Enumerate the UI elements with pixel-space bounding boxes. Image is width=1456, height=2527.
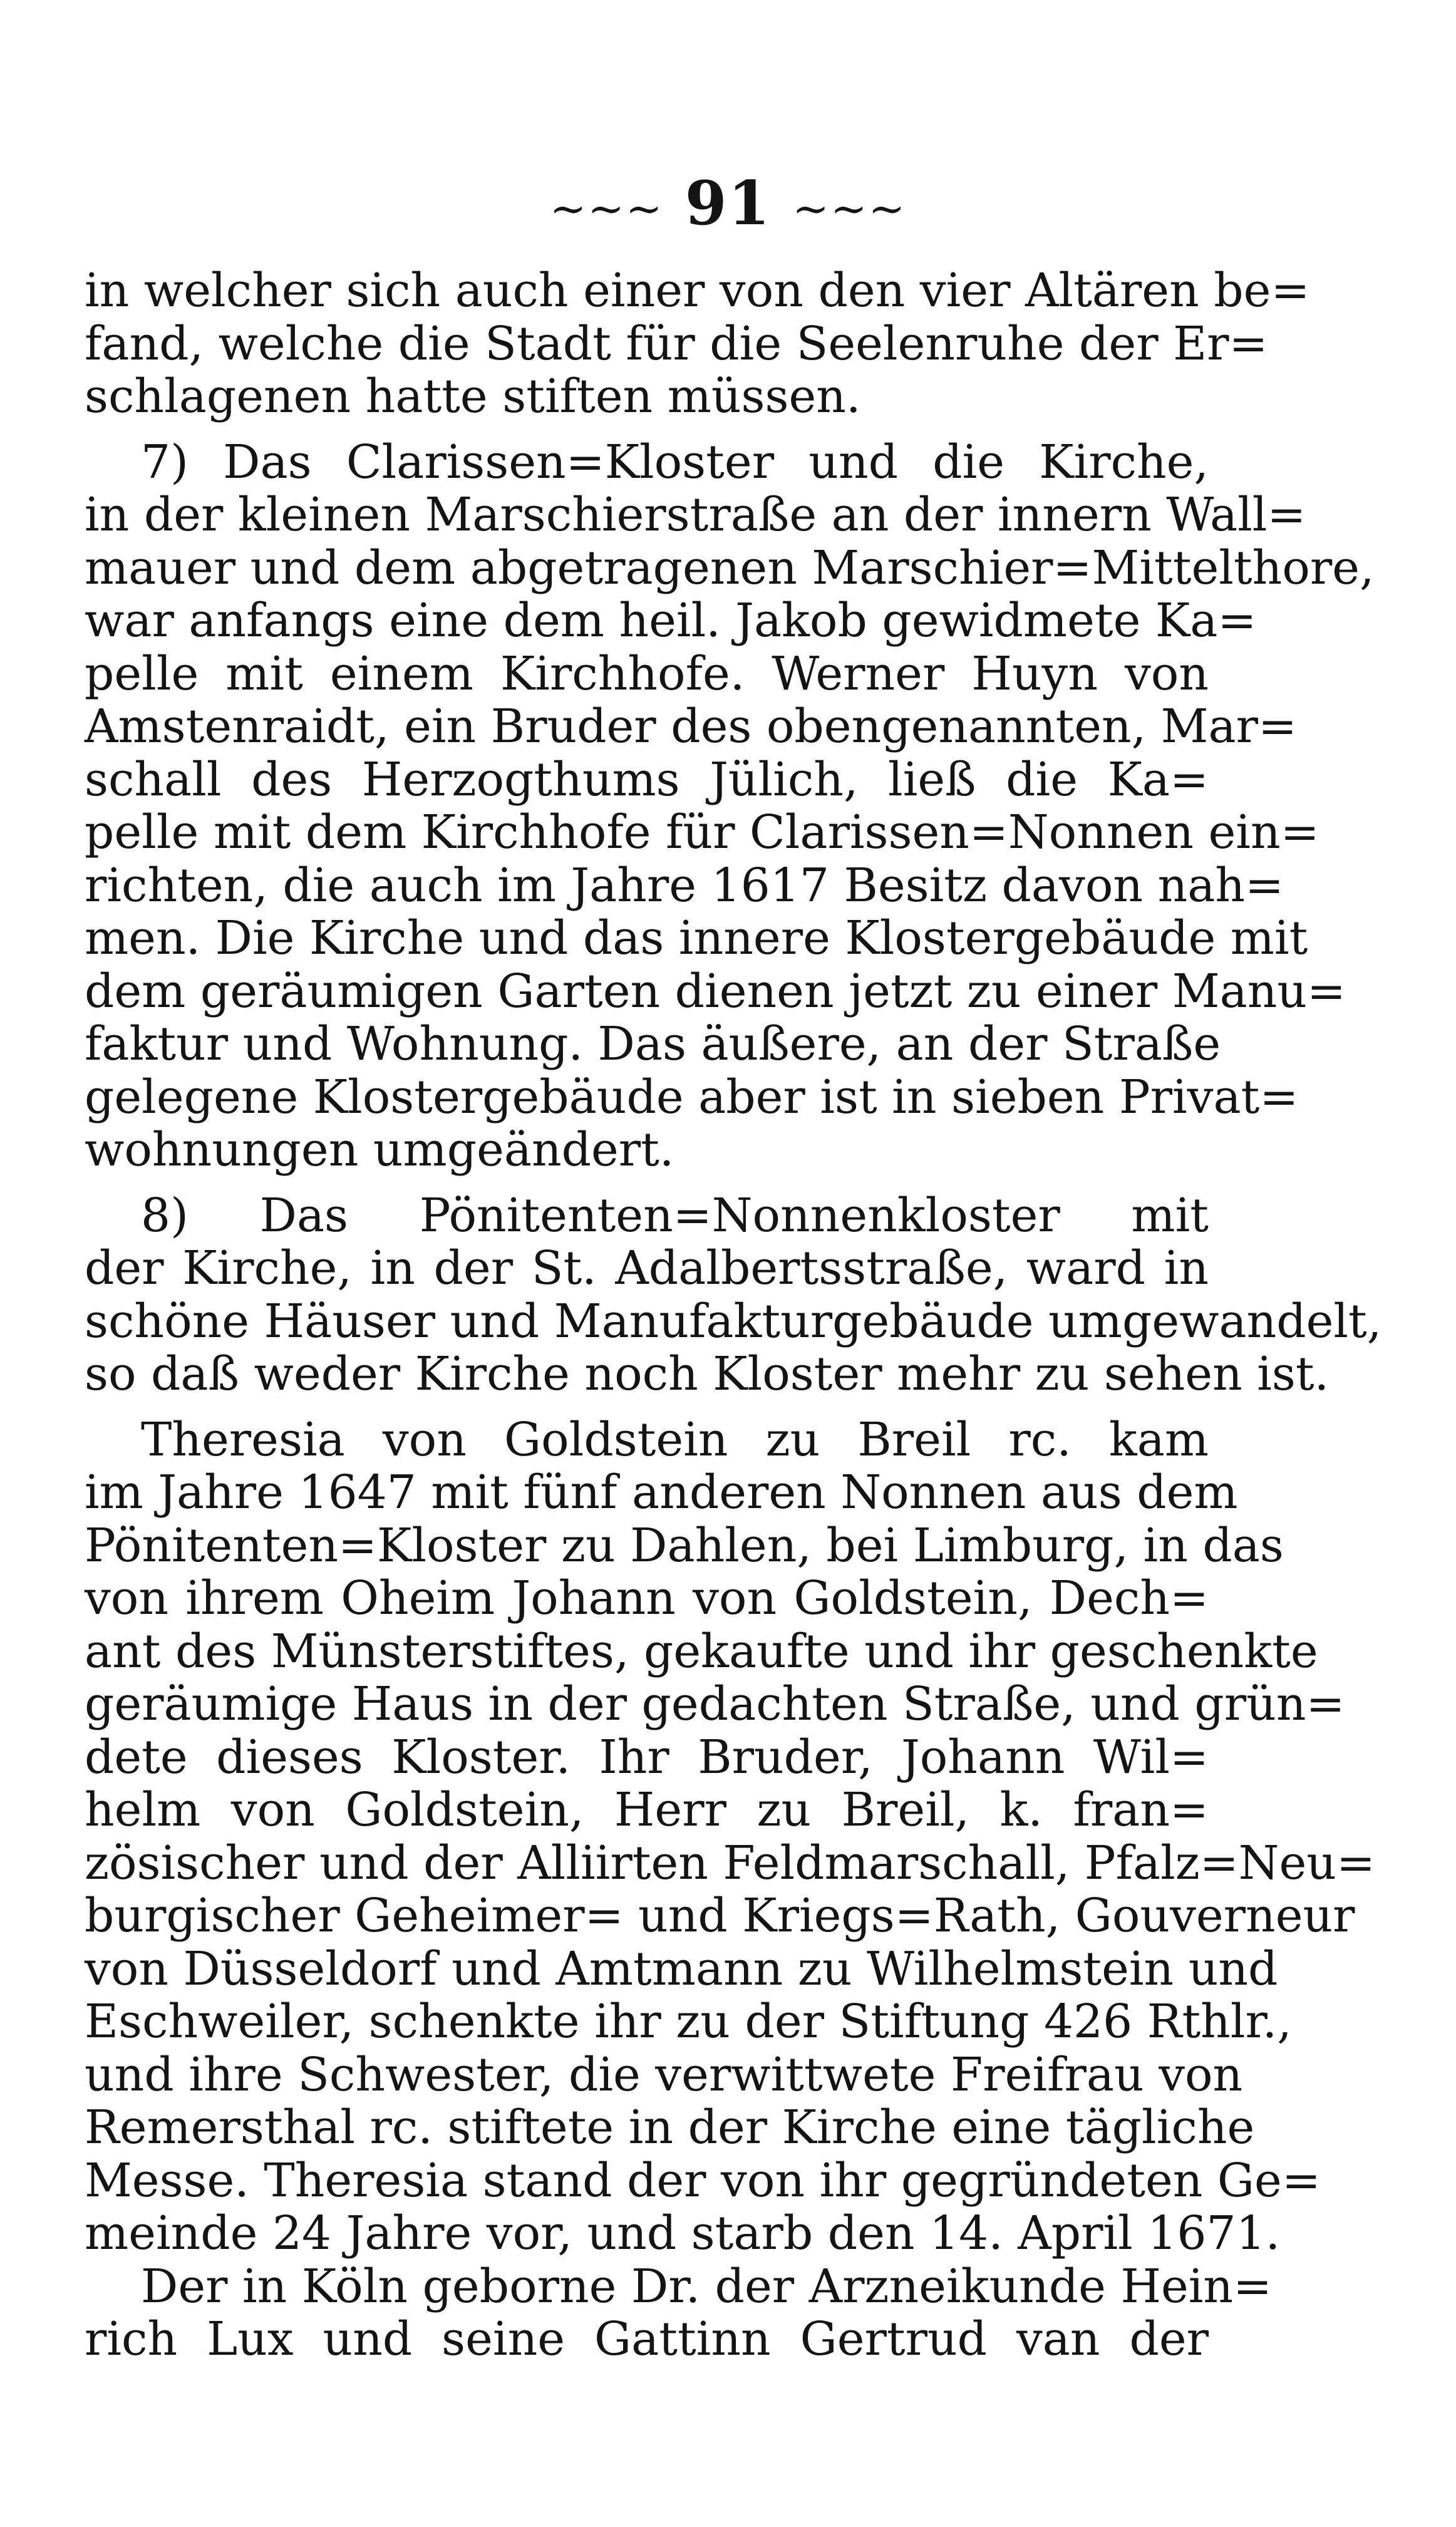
text-line: faktur und Wohnung. Das äußere, an der Straße <box>85 1017 1221 1071</box>
text-line: meinde 24 Jahre vor, und starb den 14. April 1671. <box>85 2206 1281 2260</box>
text-line: Eschweiler, schenkte ihr zu der Stiftung 426 Rthlr., <box>85 1995 1292 2049</box>
text-line: schöne Häuser und Manufakturgebäude umgewandelt, <box>85 1294 1382 1348</box>
text-line: in der kleinen Marschierstraße an der innern Wall= <box>85 488 1306 542</box>
text-line: so daß weder Kirche noch Kloster mehr zu sehen ist. <box>85 1347 1330 1401</box>
text-line: 7) Das Clarissen=Kloster und die Kirche, <box>141 435 1209 489</box>
ornament-right: ~~~ <box>792 183 907 235</box>
text-line: war anfangs eine dem heil. Jakob gewidmete Ka= <box>85 594 1257 648</box>
text-line: wohnungen umgeändert. <box>85 1123 674 1177</box>
text-line: zösischer und der Alliirten Feldmarschall, Pfalz=Neu= <box>85 1836 1375 1890</box>
text-line: men. Die Kirche und das innere Klostergebäude mit <box>85 911 1308 965</box>
text-line: und ihre Schwester, die verwittwete Freifrau von <box>85 2047 1243 2102</box>
text-line: Messe. Theresia stand der von ihr gegründeten Ge= <box>85 2153 1321 2208</box>
page-number: 91 <box>684 168 772 239</box>
text-line: helm von Goldstein, Herr zu Breil, k. fran= <box>85 1783 1209 1837</box>
text-line: richten, die auch im Jahre 1617 Besitz davon nah= <box>85 858 1284 912</box>
text-line: burgischer Geheimer= und Kriegs=Rath, Gouverneur <box>85 1889 1355 1943</box>
text-line: von ihrem Oheim Johann von Goldstein, Dech= <box>85 1571 1209 1625</box>
text-line: mauer und dem abgetragenen Marschier=Mittelthore, <box>85 540 1375 595</box>
text-line: fand, welche die Stadt für die Seelenruhe der Er= <box>85 316 1268 371</box>
text-line: rich Lux und seine Gattinn Gertrud van der <box>85 2312 1209 2366</box>
text-line: schlagenen hatte stiften müssen. <box>85 369 861 423</box>
text-line: schall des Herzogthums Jülich, ließ die Ka= <box>85 752 1209 807</box>
text-line: Remersthal rc. stiftete in der Kirche eine tägliche <box>85 2101 1255 2154</box>
text-line: Pönitenten=Kloster zu Dahlen, bei Limburg, in das <box>85 1518 1284 1573</box>
text-line: ant des Münsterstiftes, gekaufte und ihr geschenkte <box>85 1624 1318 1678</box>
page-text <box>85 264 1382 2366</box>
page-header <box>0 169 1456 243</box>
text-line: pelle mit einem Kirchhofe. Werner Huyn von <box>85 646 1209 701</box>
text-line: Der in Köln geborne Dr. der Arzneikunde Hein= <box>141 2259 1273 2313</box>
text-line: von Düsseldorf und Amtmann zu Wilhelmstein und <box>85 1941 1278 1996</box>
text-line: gelegene Klostergebäude aber ist in sieben Privat= <box>85 1070 1299 1124</box>
text-line: Amstenraidt, ein Bruder des obengenannten, Mar= <box>85 700 1297 753</box>
text-line: der Kirche, in der St. Adalbertsstraße, ward in <box>85 1241 1209 1295</box>
text-line: pelle mit dem Kirchhofe für Clarissen=Nonnen ein= <box>85 805 1319 859</box>
ornament-left: ~~~ <box>549 183 664 235</box>
text-line: im Jahre 1647 mit fünf anderen Nonnen aus dem <box>85 1465 1238 1519</box>
text-line: dem geräumigen Garten dienen jetzt zu einer Manu= <box>85 964 1346 1018</box>
text-line: Theresia von Goldstein zu Breil rc. kam <box>141 1412 1209 1467</box>
text-line: 8) Das Pönitenten=Nonnenkloster mit <box>141 1188 1209 1243</box>
text-line: geräumige Haus in der gedachten Straße, und grün= <box>85 1677 1345 1731</box>
text-line: dete dieses Kloster. Ihr Bruder, Johann Wil= <box>85 1730 1209 1784</box>
text-line: in welcher sich auch einer von den vier Altären be= <box>85 264 1310 318</box>
